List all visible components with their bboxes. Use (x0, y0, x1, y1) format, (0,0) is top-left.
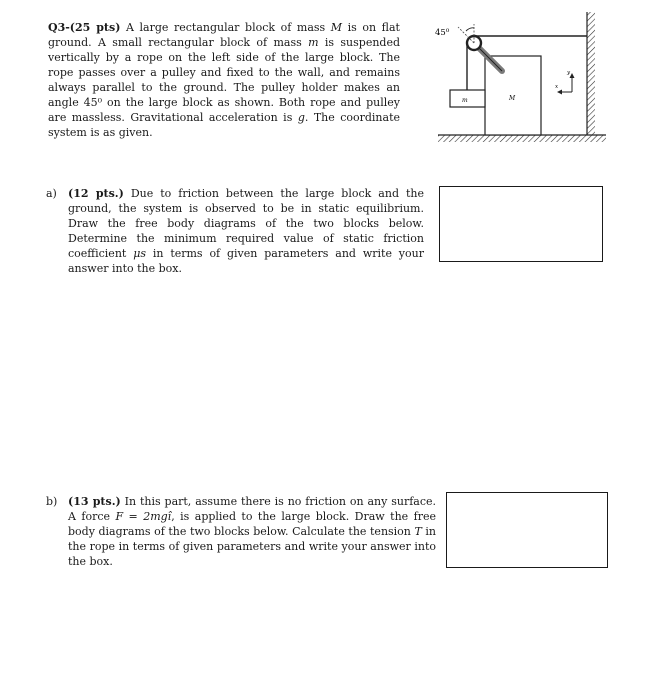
ground (438, 135, 606, 142)
problem-text-2: is on flat ground. A small rectangular block of mass (48, 21, 400, 49)
problem-text-3: is suspended vertically by a rope on the left side of the large block. The rope passes over a pulley and fixed to the wall, and remains always parallel to the ground. The pulley holder makes an angle (48, 36, 401, 109)
part-b-label: b) (46, 495, 58, 508)
problem-heading: Q3-(25 pts) (48, 21, 121, 34)
part-b (46, 494, 436, 569)
part-a-points: (12 pts.) (68, 187, 124, 200)
y-axis-label: y (567, 70, 571, 76)
part-b-text-1: In this part, assume there is no friction on any surface. A force (68, 495, 436, 523)
mu-s: μs (133, 247, 146, 260)
coordinate-system (557, 73, 575, 95)
x-axis-label: x (555, 84, 559, 90)
part-b-text-2: , is applied to the large block. Draw the free body diagrams of the two blocks below. Calculate the tension (68, 510, 436, 538)
angle-arc (466, 28, 474, 31)
part-a-text-1: Due to friction between the large block and the ground, the system is observed to be in static equilibrium. Draw the free body diagrams of the two blocks below. Determine the minimum required value of static friction coefficient (68, 187, 424, 260)
physics-diagram (430, 8, 610, 158)
part-b-points: (13 pts.) (68, 495, 121, 508)
large-block-label: M (509, 95, 516, 102)
angle-label: 45⁰ (435, 28, 450, 38)
part-a (46, 186, 424, 276)
answer-box-b[interactable] (446, 492, 608, 568)
angle-value: 45⁰ (83, 96, 103, 109)
var-m: m (308, 36, 319, 49)
problem-text-4: on the large block as shown. Both rope and pulley are massless. Gravitational acceleration is (48, 96, 400, 124)
var-g: g (297, 111, 305, 124)
wall (587, 12, 595, 135)
small-block-label: m (462, 97, 468, 104)
problem-text-1: A large rectangular block of mass (120, 21, 331, 34)
answer-box-a[interactable] (439, 186, 603, 262)
part-a-label: a) (46, 187, 57, 200)
part-a-text-2: in terms of given parameters and write your answer into the box. (68, 247, 424, 275)
force-expression: F = 2mgî (115, 510, 172, 523)
var-M: M (330, 21, 343, 34)
problem-text-5: . The coordinate system is as given. (48, 111, 401, 139)
part-b-text-3: in the rope in terms of given parameters and write your answer into the box. (68, 525, 436, 568)
problem-statement (48, 20, 400, 140)
tension-symbol: T (414, 525, 422, 538)
